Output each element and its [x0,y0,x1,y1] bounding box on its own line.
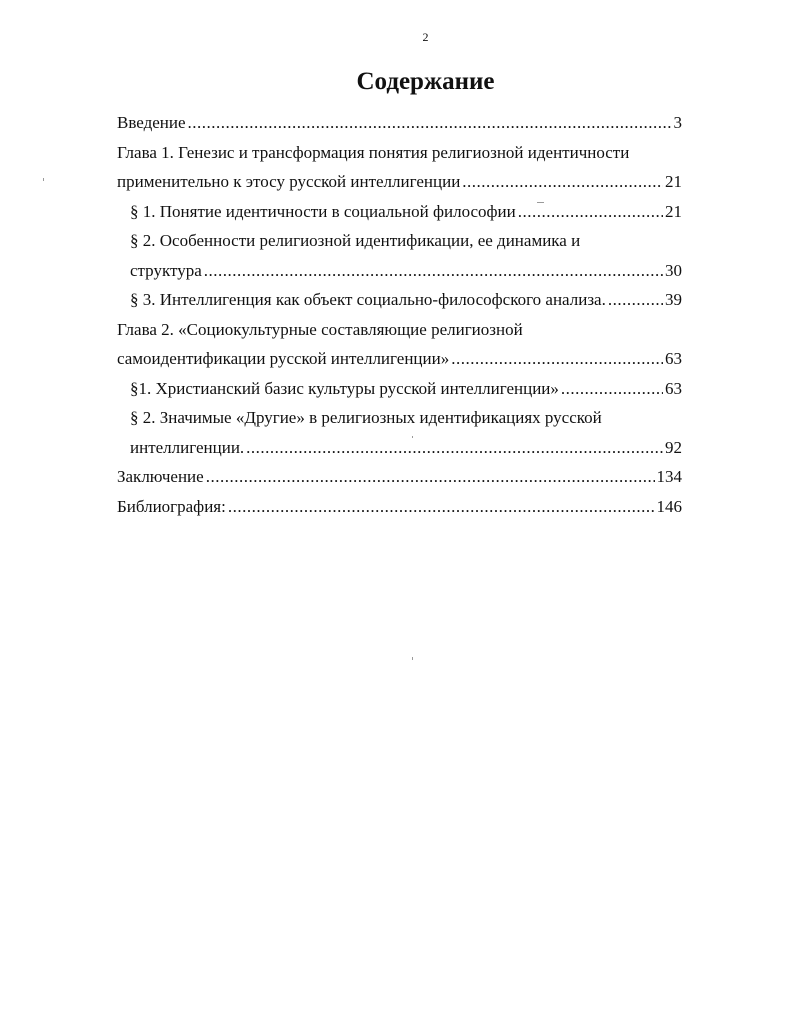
toc-entry-section-1-1 [117,197,682,227]
toc-leader [204,256,663,286]
toc-entry-bibliography [117,492,682,522]
toc-entry-chapter-1 [117,138,682,197]
toc-leader [246,433,663,463]
toc-entry-page: 134 [656,467,682,486]
toc-entry-page: 63 [665,349,682,368]
table-of-contents [117,108,682,521]
toc-leader [462,167,663,197]
toc-leader [188,108,672,138]
toc-leader [206,462,655,492]
toc-entry-section-2-2 [117,403,682,462]
toc-entry-text: §1. Христианский базис культуры русской интеллигенции» [130,378,559,398]
toc-entry-text: Глава 2. «Социокультурные составляющие религиозной [117,319,523,339]
toc-entry-section-1-2 [117,226,682,285]
toc-leader [608,285,663,315]
scan-speck [537,202,544,203]
toc-entry-text: самоидентификации русской интеллигенции» [117,349,450,368]
page-number: 2 [422,30,429,44]
toc-entry-text: § 2. Значимые «Другие» в религиозных идентификациях русской [130,408,602,427]
toc-entry-section-2-1 [117,374,682,404]
toc-entry-page: 3 [673,113,682,132]
page-title: Содержание [356,68,495,95]
toc-entry-page: 21 [665,172,682,191]
toc-entry-chapter-2 [117,315,682,374]
scan-speck [412,657,413,660]
toc-entry-text: Заключение [117,467,204,486]
toc-leader [228,492,655,522]
toc-entry-text: применительно к этосу русской интеллигенции [117,172,461,191]
scan-speck [412,436,413,438]
toc-entry-text: § 2. Особенности религиозной идентификации, ее динамика и [130,231,581,250]
toc-leader [451,344,663,374]
toc-entry-text: § 1. Понятие идентичности в социальной философии [130,201,516,221]
toc-entry-text: Глава 1. Генезис и трансформация понятия религиозной идентичности [117,142,630,162]
toc-entry-text: Введение [117,113,186,132]
toc-entry-introduction [117,108,682,138]
toc-entry-page: 146 [656,496,682,516]
toc-entry-page: 21 [665,201,682,221]
toc-entry-section-1-3 [117,285,682,315]
toc-leader [561,374,663,404]
toc-leader [518,197,663,227]
toc-entry-conclusion [117,462,682,492]
toc-entry-page: 30 [665,260,682,280]
toc-entry-page: 63 [665,378,682,398]
toc-entry-text: Библиография: [117,496,226,516]
toc-entry-page: 92 [665,437,682,457]
scan-speck [43,178,44,181]
toc-entry-text: структура [130,260,202,280]
toc-entry-text: § 3. Интеллигенция как объект социально-философского анализа. [130,290,606,309]
toc-entry-page: 39 [665,290,682,309]
toc-entry-text: интеллигенции. [130,437,245,457]
